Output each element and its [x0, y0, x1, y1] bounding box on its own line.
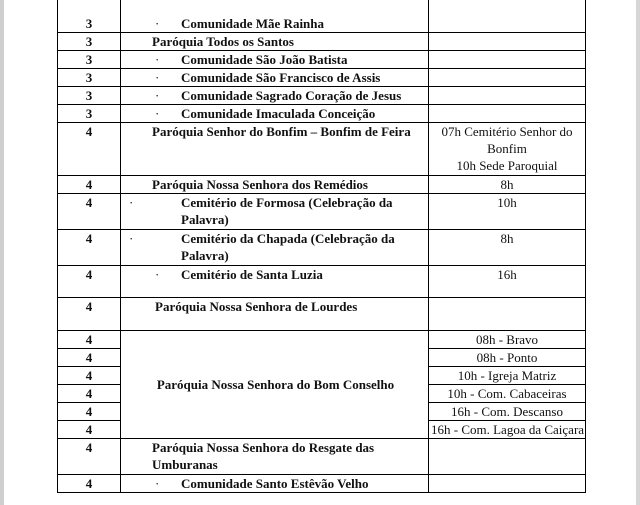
location-name: Comunidade São Francisco de Assis [181, 70, 381, 85]
location-name: Comunidade Sagrado Coração de Jesus [181, 88, 402, 103]
location-name: Comunidade Imaculada Conceição [181, 106, 376, 121]
table-row [58, 230, 586, 266]
row-number: 3 [58, 87, 121, 105]
time-cell [429, 123, 586, 176]
location-name: Cemitério da Chapada (Celebração da Palavra) [181, 231, 395, 263]
location-name: Paróquia Nossa Senhora de Lourdes [121, 298, 429, 331]
location-name: Comunidade Mãe Rainha [181, 16, 325, 31]
location-name: Paróquia Nossa Senhora do Resgate das Umburanas [121, 439, 429, 475]
location-name: Paróquia Todos os Santos [121, 33, 429, 51]
time-cell: 08h - Ponto [429, 349, 586, 367]
row-number: 4 [58, 331, 121, 349]
table-row [58, 33, 586, 51]
row-number: 4 [58, 194, 121, 230]
row-number: 3 [58, 51, 121, 69]
time-cell: 16h - Com. Descanso [429, 403, 586, 421]
bullet-icon: · [129, 231, 134, 246]
bullet-icon: · [155, 106, 160, 121]
location-cell [121, 105, 429, 123]
location-cell [121, 266, 429, 298]
row-number: 4 [58, 385, 121, 403]
row-number: 4 [58, 230, 121, 266]
location-cell [121, 230, 429, 266]
row-number: 4 [58, 475, 121, 493]
time-line: 10h Sede Paroquial [456, 158, 558, 173]
location-name: Paróquia Senhor do Bonfim – Bonfim de Feira [121, 123, 429, 176]
location-name: Comunidade Santo Estêvão Velho [181, 476, 369, 491]
table-row [58, 123, 586, 176]
location-cell [121, 69, 429, 87]
location-cell [121, 475, 429, 493]
time-cell [429, 0, 586, 33]
row-number: 4 [58, 403, 121, 421]
bullet-icon: · [155, 476, 160, 491]
time-cell: 10h - Igreja Matriz [429, 367, 586, 385]
row-number: 4 [58, 123, 121, 176]
page-edge-right [636, 0, 640, 505]
row-number: 4 [58, 349, 121, 367]
bullet-icon: · [155, 16, 160, 31]
row-number: 4 [58, 421, 121, 439]
schedule-table [57, 0, 586, 493]
row-number: 3 [58, 69, 121, 87]
row-number: 3 [58, 33, 121, 51]
table-row [58, 439, 586, 475]
row-number: 3 [58, 0, 121, 33]
row-number: 4 [58, 439, 121, 475]
location-cell [121, 87, 429, 105]
time-cell: 16h [429, 266, 586, 298]
time-cell [429, 105, 586, 123]
time-cell [429, 439, 586, 475]
time-cell [429, 87, 586, 105]
table-row [58, 475, 586, 493]
location-cell [121, 194, 429, 230]
bullet-icon: · [155, 88, 160, 103]
location-cell [121, 51, 429, 69]
time-cell [429, 69, 586, 87]
table-row [58, 51, 586, 69]
time-cell: 10h - Com. Cabaceiras [429, 385, 586, 403]
time-line: 07h Cemitério Senhor do [441, 124, 573, 139]
time-cell [429, 33, 586, 51]
table-row [58, 266, 586, 298]
page-edge-left [0, 0, 4, 505]
time-cell: 10h [429, 194, 586, 230]
bullet-icon: · [129, 195, 134, 210]
row-number: 4 [58, 298, 121, 331]
time-cell: 08h - Bravo [429, 331, 586, 349]
table-row [58, 69, 586, 87]
row-number: 4 [58, 367, 121, 385]
time-cell [429, 475, 586, 493]
table-row [58, 87, 586, 105]
table-row [58, 0, 586, 33]
row-number: 4 [58, 266, 121, 298]
location-name: Comunidade São João Batista [181, 52, 348, 67]
location-name: Cemitério de Santa Luzia [181, 267, 323, 282]
time-cell: 16h - Com. Lagoa da Caiçara [429, 421, 586, 439]
table-row [58, 176, 586, 194]
time-line: Bonfim [487, 141, 527, 156]
time-cell [429, 51, 586, 69]
time-cell [429, 298, 586, 331]
location-cell [121, 0, 429, 33]
location-name: Paróquia Nossa Senhora do Bom Conselho [121, 331, 429, 439]
table-row [58, 298, 586, 331]
location-name: Cemitério de Formosa (Celebração da Palavra) [181, 195, 393, 227]
bullet-icon: · [155, 52, 160, 67]
row-number: 4 [58, 176, 121, 194]
time-cell: 8h [429, 176, 586, 194]
bullet-icon: · [155, 70, 160, 85]
table-row [58, 105, 586, 123]
table-row [58, 194, 586, 230]
time-cell: 8h [429, 230, 586, 266]
bullet-icon: · [155, 267, 160, 282]
row-number: 3 [58, 105, 121, 123]
location-name: Paróquia Nossa Senhora dos Remédios [121, 176, 429, 194]
table-row [58, 331, 586, 349]
